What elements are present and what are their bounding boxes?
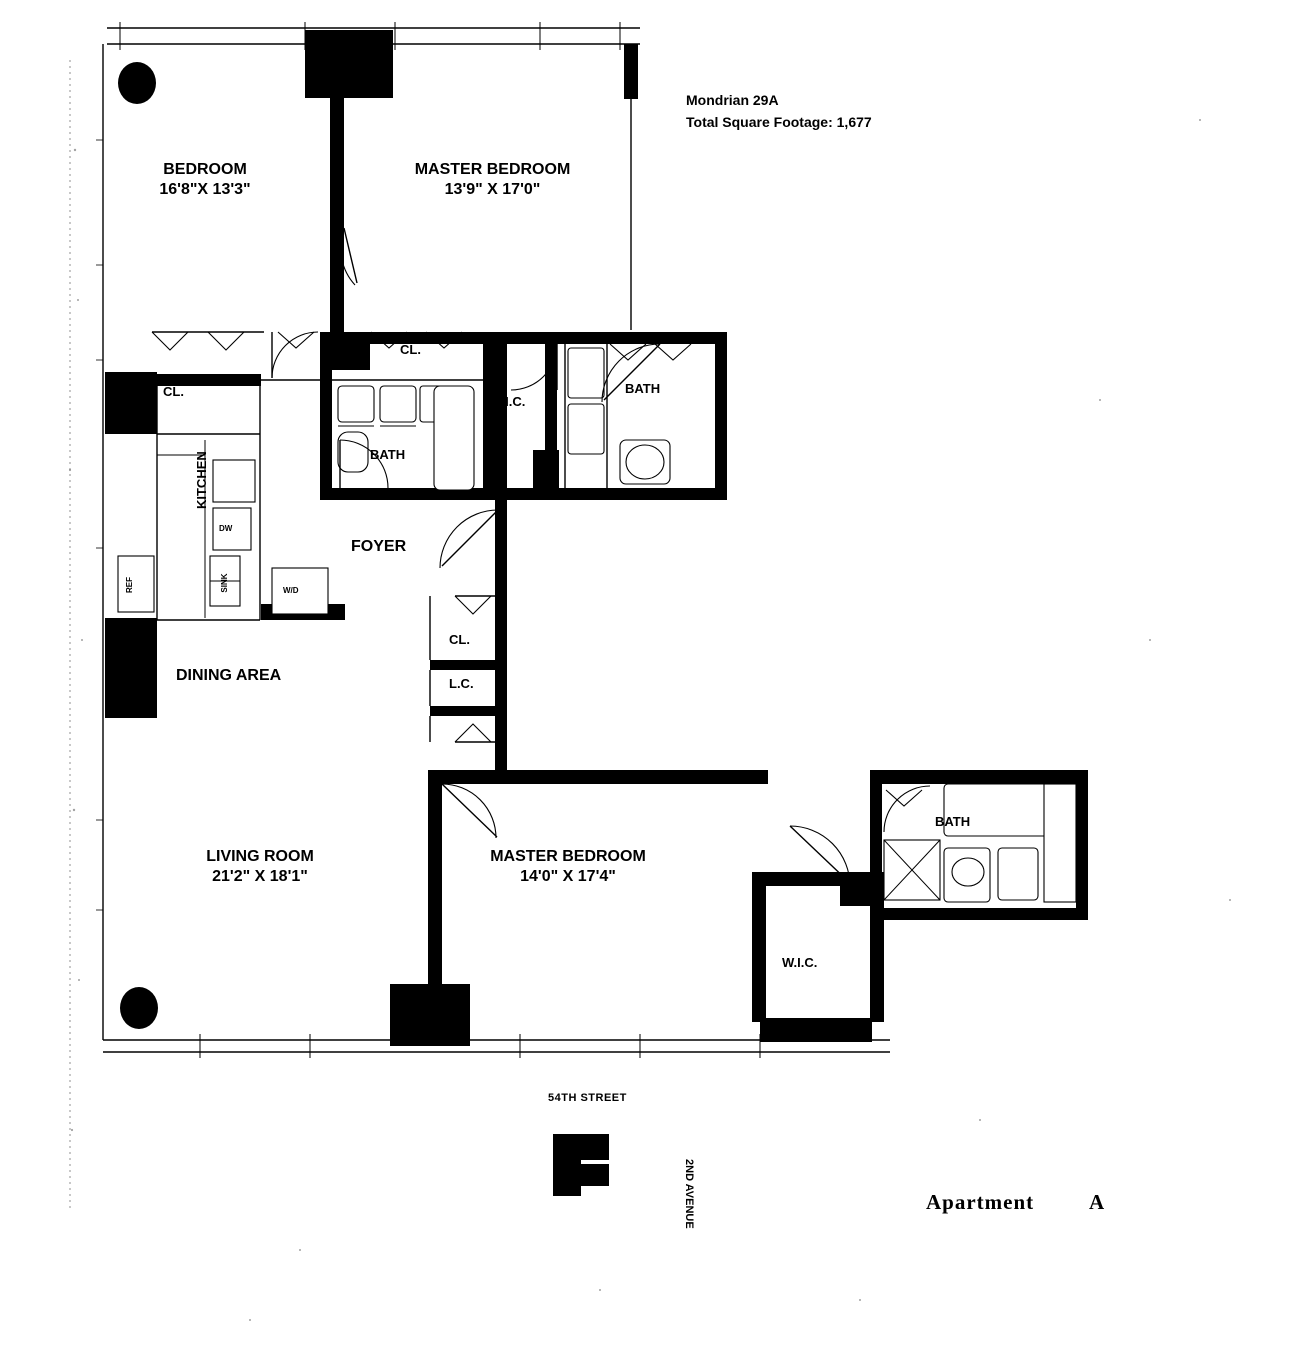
room-name: MASTER BEDROOM <box>414 161 571 178</box>
space-label-bath-center: BATH <box>370 447 406 462</box>
plan-title-line-2: Total Square Footage: 1,677 <box>686 113 872 130</box>
street-label-54th-street: 54TH STREET <box>548 1092 627 1104</box>
room-label-kitchen: KITCHEN <box>193 451 209 510</box>
plan-title-block <box>686 90 872 133</box>
space-label-wic-south: W.I.C. <box>782 955 818 970</box>
space-label-bath-southeast: BATH <box>935 814 971 829</box>
room-label-master-bedroom-north <box>380 160 605 200</box>
room-name: BEDROOM <box>163 161 247 178</box>
space-label-closet-hall: CL. <box>400 342 421 357</box>
appliance-label-washer-dryer: W/D <box>283 586 299 595</box>
apartment-label: Apartment <box>926 1190 1035 1214</box>
space-label-linen-closet: L.C. <box>449 676 474 691</box>
appliance-label-dishwasher: DW <box>219 524 233 533</box>
room-dimensions: 14'0" X 17'4" <box>520 868 616 885</box>
room-dimensions: 21'2" X 18'1" <box>212 868 308 885</box>
space-label-wic-north: W.I.C. <box>490 394 526 409</box>
room-name: LIVING ROOM <box>206 848 314 865</box>
room-label-bedroom <box>95 160 315 200</box>
plan-title-line-1: Mondrian 29A <box>686 92 779 108</box>
room-label-foyer: FOYER <box>351 538 407 555</box>
space-label-bath-northeast: BATH <box>625 381 661 396</box>
appliance-label-sink: SINK <box>220 573 229 593</box>
apartment-letter: A <box>1089 1190 1106 1214</box>
space-label-closet-west: CL. <box>163 384 184 399</box>
room-label-living-room <box>150 847 370 887</box>
appliance-label-refrigerator: REF <box>125 577 134 593</box>
room-label-master-bedroom-south <box>458 847 678 887</box>
room-dimensions: 13'9" X 17'0" <box>444 181 541 198</box>
room-dimensions: 16'8"X 13'3" <box>159 181 251 198</box>
room-label-dining-area: DINING AREA <box>176 667 282 684</box>
street-label-2nd-avenue: 2ND AVENUE <box>682 1159 695 1229</box>
space-label-closet-north: CL. <box>449 632 470 647</box>
room-name: MASTER BEDROOM <box>490 848 646 865</box>
